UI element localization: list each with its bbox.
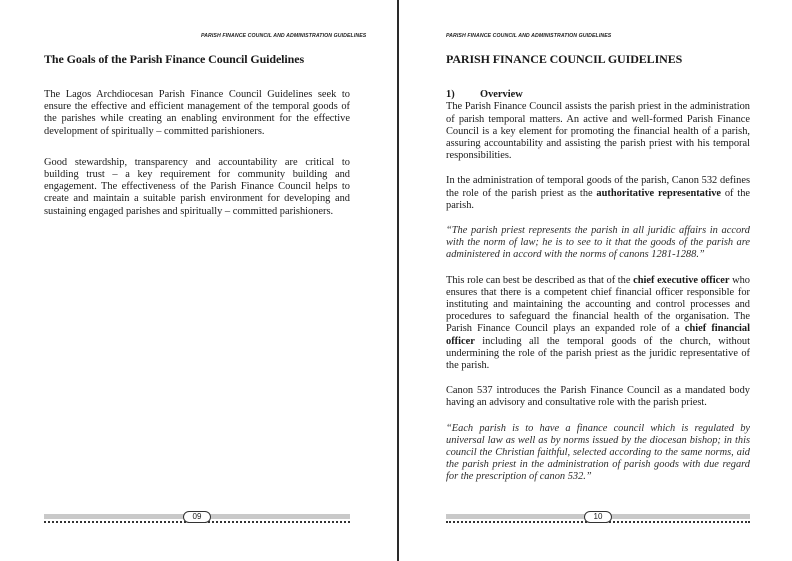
subsection-number: 1) <box>446 89 455 100</box>
paragraph <box>446 275 750 373</box>
text-run: including all the temporal goods of the church, without undermining the role of the parish priest as the juridic representative of the parish. <box>446 335 750 372</box>
right-page <box>399 0 792 561</box>
page-footer <box>446 512 750 526</box>
section-title: PARISH FINANCE COUNCIL GUIDELINES <box>446 52 683 66</box>
paragraph: Canon 537 introduces the Parish Finance Council as a mandated body having an advisory and consultative role with the parish priest. <box>446 385 750 409</box>
quotation: “The parish priest represents the parish in all juridic affairs in accord with the norm of law; he is to see to it that the goods of the parish are administered in accord with the norms of canons 1281-1288.” <box>446 225 750 261</box>
text-run: who ensures that there is a competent chief financial officer responsible for instituting and maintaining the accounting and control processes and procedures to safeguard the financial health of the organisation. The Parish Finance Council plays an expanded role of a <box>446 274 750 335</box>
right-page-content <box>446 52 750 497</box>
text-run: of the parish. <box>446 187 750 211</box>
running-head: PARISH FINANCE COUNCIL AND ADMINISTRATION GUIDELINES <box>201 33 367 39</box>
bold-term: chief financial officer <box>446 323 750 347</box>
bold-term: chief executive officer <box>633 274 730 286</box>
subsection-heading <box>446 89 750 101</box>
paragraph: Good stewardship, transparency and accountability are critical to building trust – a key requirement for community building and engagement. The effectiveness of the Parish Finance Council helps to create and maintain a suitable parish environment for developing and sustaining engaged parishes and spiritually – committed parishioners. <box>44 156 350 217</box>
section-title: The Goals of the Parish Finance Council Guidelines <box>44 52 305 66</box>
subsection-title: Overview <box>480 89 523 100</box>
quotation: “Each parish is to have a finance council which is regulated by universal law as well as by norms issued by the diocesan bishop; in this council the Christian faithful, selected according to the same norms, aid the parish priest in the administration of parish goods with due regard for the prescription of canon 532.” <box>446 422 750 483</box>
left-page-content <box>44 52 350 237</box>
paragraph: The Parish Finance Council assists the parish priest in the administration of parish temporal matters. An active and well-formed Parish Finance Council is a key element for promoting the financial health of a parish, assuring accountability and assisting the parish priest with his temporal responsibilities. <box>446 101 750 162</box>
page-number: 10 <box>584 511 612 523</box>
paragraph: The Lagos Archdiocesan Parish Finance Council Guidelines seek to ensure the effective and efficient management of the temporal goods of the parishes while creating an enabling environment for the effective development of spiritually – committed parishioners. <box>44 89 350 137</box>
page-number: 09 <box>183 511 211 523</box>
page-footer <box>44 512 350 526</box>
text-run: In the administration of temporal goods of the parish, Canon 532 defines the role of the parish priest as the <box>446 175 750 199</box>
running-head: PARISH FINANCE COUNCIL AND ADMINISTRATION GUIDELINES <box>446 33 612 39</box>
bold-term: authoritative representative <box>596 187 722 199</box>
text-run: This role can best be described as that of the <box>446 274 634 286</box>
paragraph <box>446 175 750 212</box>
